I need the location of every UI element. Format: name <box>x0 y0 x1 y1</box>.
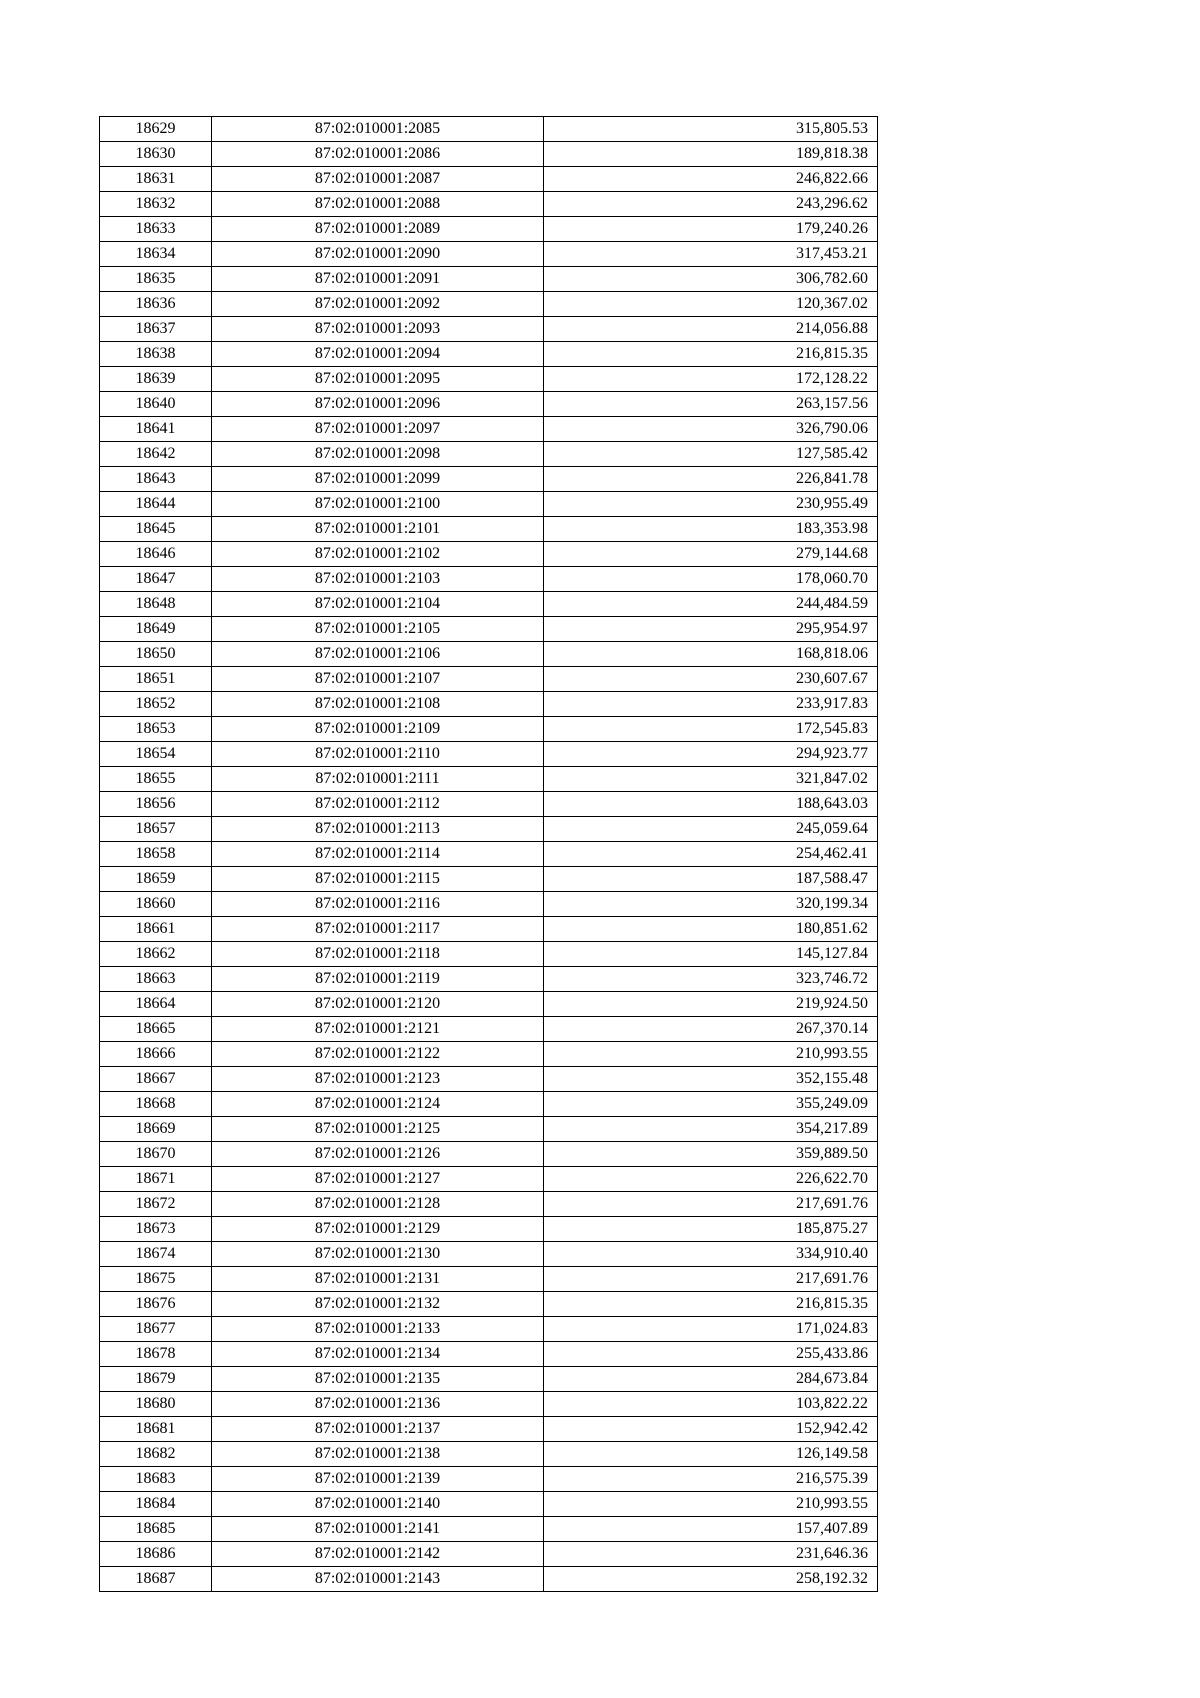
table-row <box>100 967 878 992</box>
row-number-cell: 18660 <box>100 892 212 917</box>
table-row <box>100 1067 878 1092</box>
cadastral-number-cell: 87:02:010001:2087 <box>212 167 544 192</box>
value-cell: 326,790.06 <box>544 417 878 442</box>
row-number-cell: 18664 <box>100 992 212 1017</box>
cadastral-number-cell: 87:02:010001:2085 <box>212 117 544 142</box>
value-cell: 355,249.09 <box>544 1092 878 1117</box>
cadastral-number-cell: 87:02:010001:2138 <box>212 1442 544 1467</box>
cadastral-number-cell: 87:02:010001:2112 <box>212 792 544 817</box>
row-number-cell: 18633 <box>100 217 212 242</box>
row-number-cell: 18669 <box>100 1117 212 1142</box>
table-row <box>100 1042 878 1067</box>
table-row <box>100 867 878 892</box>
cadastral-number-cell: 87:02:010001:2101 <box>212 517 544 542</box>
row-number-cell: 18636 <box>100 292 212 317</box>
cadastral-number-cell: 87:02:010001:2133 <box>212 1317 544 1342</box>
row-number-cell: 18663 <box>100 967 212 992</box>
cadastral-number-cell: 87:02:010001:2091 <box>212 267 544 292</box>
value-cell: 180,851.62 <box>544 917 878 942</box>
value-cell: 254,462.41 <box>544 842 878 867</box>
cadastral-number-cell: 87:02:010001:2102 <box>212 542 544 567</box>
row-number-cell: 18654 <box>100 742 212 767</box>
row-number-cell: 18632 <box>100 192 212 217</box>
table-row <box>100 292 878 317</box>
cadastral-number-cell: 87:02:010001:2115 <box>212 867 544 892</box>
value-cell: 263,157.56 <box>544 392 878 417</box>
value-cell: 214,056.88 <box>544 317 878 342</box>
table-row <box>100 767 878 792</box>
row-number-cell: 18650 <box>100 642 212 667</box>
row-number-cell: 18631 <box>100 167 212 192</box>
table-row <box>100 1367 878 1392</box>
table-row <box>100 342 878 367</box>
value-cell: 226,841.78 <box>544 467 878 492</box>
value-cell: 127,585.42 <box>544 442 878 467</box>
table-row <box>100 1267 878 1292</box>
cadastral-number-cell: 87:02:010001:2097 <box>212 417 544 442</box>
cadastral-number-cell: 87:02:010001:2111 <box>212 767 544 792</box>
cadastral-number-cell: 87:02:010001:2110 <box>212 742 544 767</box>
row-number-cell: 18683 <box>100 1467 212 1492</box>
row-number-cell: 18630 <box>100 142 212 167</box>
value-cell: 320,199.34 <box>544 892 878 917</box>
value-cell: 187,588.47 <box>544 867 878 892</box>
table-row <box>100 1467 878 1492</box>
table-row <box>100 417 878 442</box>
table-row <box>100 367 878 392</box>
row-number-cell: 18666 <box>100 1042 212 1067</box>
row-number-cell: 18676 <box>100 1292 212 1317</box>
table-row <box>100 617 878 642</box>
cadastral-number-cell: 87:02:010001:2116 <box>212 892 544 917</box>
row-number-cell: 18652 <box>100 692 212 717</box>
row-number-cell: 18684 <box>100 1492 212 1517</box>
table-row <box>100 692 878 717</box>
value-cell: 334,910.40 <box>544 1242 878 1267</box>
value-cell: 120,367.02 <box>544 292 878 317</box>
value-cell: 210,993.55 <box>544 1042 878 1067</box>
row-number-cell: 18675 <box>100 1267 212 1292</box>
value-cell: 258,192.32 <box>544 1567 878 1592</box>
row-number-cell: 18642 <box>100 442 212 467</box>
cadastral-number-cell: 87:02:010001:2141 <box>212 1517 544 1542</box>
table-row <box>100 317 878 342</box>
row-number-cell: 18645 <box>100 517 212 542</box>
row-number-cell: 18680 <box>100 1392 212 1417</box>
cadastral-number-cell: 87:02:010001:2126 <box>212 1142 544 1167</box>
row-number-cell: 18677 <box>100 1317 212 1342</box>
row-number-cell: 18655 <box>100 767 212 792</box>
value-cell: 179,240.26 <box>544 217 878 242</box>
table-row <box>100 1017 878 1042</box>
row-number-cell: 18640 <box>100 392 212 417</box>
cadastral-number-cell: 87:02:010001:2103 <box>212 567 544 592</box>
row-number-cell: 18658 <box>100 842 212 867</box>
value-cell: 245,059.64 <box>544 817 878 842</box>
table-row <box>100 892 878 917</box>
row-number-cell: 18646 <box>100 542 212 567</box>
value-cell: 354,217.89 <box>544 1117 878 1142</box>
table-row <box>100 1392 878 1417</box>
table-row <box>100 992 878 1017</box>
table-row <box>100 142 878 167</box>
row-number-cell: 18665 <box>100 1017 212 1042</box>
table-row <box>100 1442 878 1467</box>
row-number-cell: 18638 <box>100 342 212 367</box>
table-row <box>100 917 878 942</box>
table-row <box>100 792 878 817</box>
value-cell: 216,815.35 <box>544 1292 878 1317</box>
table-row <box>100 467 878 492</box>
cadastral-number-cell: 87:02:010001:2125 <box>212 1117 544 1142</box>
table-row <box>100 442 878 467</box>
cadastral-number-cell: 87:02:010001:2122 <box>212 1042 544 1067</box>
cadastral-number-cell: 87:02:010001:2086 <box>212 142 544 167</box>
row-number-cell: 18637 <box>100 317 212 342</box>
cadastral-number-cell: 87:02:010001:2109 <box>212 717 544 742</box>
value-cell: 317,453.21 <box>544 242 878 267</box>
cadastral-number-cell: 87:02:010001:2094 <box>212 342 544 367</box>
value-cell: 168,818.06 <box>544 642 878 667</box>
cadastral-number-cell: 87:02:010001:2098 <box>212 442 544 467</box>
row-number-cell: 18667 <box>100 1067 212 1092</box>
value-cell: 315,805.53 <box>544 117 878 142</box>
row-number-cell: 18687 <box>100 1567 212 1592</box>
value-cell: 152,942.42 <box>544 1417 878 1442</box>
value-cell: 255,433.86 <box>544 1342 878 1367</box>
cadastral-number-cell: 87:02:010001:2128 <box>212 1192 544 1217</box>
cadastral-number-cell: 87:02:010001:2104 <box>212 592 544 617</box>
value-cell: 306,782.60 <box>544 267 878 292</box>
table-body <box>100 117 878 1592</box>
cadastral-number-cell: 87:02:010001:2136 <box>212 1392 544 1417</box>
value-cell: 233,917.83 <box>544 692 878 717</box>
value-cell: 216,815.35 <box>544 342 878 367</box>
cadastral-number-cell: 87:02:010001:2093 <box>212 317 544 342</box>
table-row <box>100 1542 878 1567</box>
table-row <box>100 742 878 767</box>
table-row <box>100 1192 878 1217</box>
cadastral-number-cell: 87:02:010001:2118 <box>212 942 544 967</box>
table-row <box>100 1142 878 1167</box>
table-row <box>100 117 878 142</box>
table-row <box>100 517 878 542</box>
table-row <box>100 1092 878 1117</box>
cadastral-number-cell: 87:02:010001:2135 <box>212 1367 544 1392</box>
value-cell: 217,691.76 <box>544 1267 878 1292</box>
value-cell: 321,847.02 <box>544 767 878 792</box>
value-cell: 294,923.77 <box>544 742 878 767</box>
table-row <box>100 1217 878 1242</box>
table-row <box>100 1242 878 1267</box>
value-cell: 178,060.70 <box>544 567 878 592</box>
row-number-cell: 18635 <box>100 267 212 292</box>
cadastral-number-cell: 87:02:010001:2095 <box>212 367 544 392</box>
value-cell: 217,691.76 <box>544 1192 878 1217</box>
table-row <box>100 942 878 967</box>
value-cell: 231,646.36 <box>544 1542 878 1567</box>
table-row <box>100 267 878 292</box>
cadastral-number-cell: 87:02:010001:2132 <box>212 1292 544 1317</box>
table-row <box>100 167 878 192</box>
value-cell: 230,955.49 <box>544 492 878 517</box>
row-number-cell: 18657 <box>100 817 212 842</box>
row-number-cell: 18673 <box>100 1217 212 1242</box>
cadastral-number-cell: 87:02:010001:2119 <box>212 967 544 992</box>
value-cell: 103,822.22 <box>544 1392 878 1417</box>
cadastral-number-cell: 87:02:010001:2099 <box>212 467 544 492</box>
row-number-cell: 18651 <box>100 667 212 692</box>
value-cell: 230,607.67 <box>544 667 878 692</box>
cadastral-number-cell: 87:02:010001:2114 <box>212 842 544 867</box>
value-cell: 279,144.68 <box>544 542 878 567</box>
table-row <box>100 1317 878 1342</box>
cadastral-number-cell: 87:02:010001:2129 <box>212 1217 544 1242</box>
cadastral-number-cell: 87:02:010001:2100 <box>212 492 544 517</box>
value-cell: 126,149.58 <box>544 1442 878 1467</box>
value-cell: 216,575.39 <box>544 1467 878 1492</box>
value-cell: 323,746.72 <box>544 967 878 992</box>
row-number-cell: 18647 <box>100 567 212 592</box>
row-number-cell: 18634 <box>100 242 212 267</box>
cadastral-number-cell: 87:02:010001:2108 <box>212 692 544 717</box>
cadastral-number-cell: 87:02:010001:2089 <box>212 217 544 242</box>
cadastral-number-cell: 87:02:010001:2121 <box>212 1017 544 1042</box>
cadastral-number-cell: 87:02:010001:2127 <box>212 1167 544 1192</box>
row-number-cell: 18682 <box>100 1442 212 1467</box>
row-number-cell: 18670 <box>100 1142 212 1167</box>
value-cell: 188,643.03 <box>544 792 878 817</box>
row-number-cell: 18678 <box>100 1342 212 1367</box>
cadastral-number-cell: 87:02:010001:2139 <box>212 1467 544 1492</box>
row-number-cell: 18672 <box>100 1192 212 1217</box>
value-cell: 145,127.84 <box>544 942 878 967</box>
value-cell: 172,128.22 <box>544 367 878 392</box>
value-cell: 219,924.50 <box>544 992 878 1017</box>
value-cell: 244,484.59 <box>544 592 878 617</box>
row-number-cell: 18662 <box>100 942 212 967</box>
table-row <box>100 592 878 617</box>
cadastral-number-cell: 87:02:010001:2142 <box>212 1542 544 1567</box>
value-cell: 359,889.50 <box>544 1142 878 1167</box>
value-cell: 267,370.14 <box>544 1017 878 1042</box>
table-row <box>100 1292 878 1317</box>
cadastral-number-cell: 87:02:010001:2134 <box>212 1342 544 1367</box>
cadastral-number-cell: 87:02:010001:2113 <box>212 817 544 842</box>
table-row <box>100 192 878 217</box>
data-table <box>99 116 878 1592</box>
table-row <box>100 1167 878 1192</box>
value-cell: 157,407.89 <box>544 1517 878 1542</box>
value-cell: 185,875.27 <box>544 1217 878 1242</box>
table-row <box>100 492 878 517</box>
value-cell: 172,545.83 <box>544 717 878 742</box>
table-row <box>100 817 878 842</box>
table-row <box>100 667 878 692</box>
value-cell: 352,155.48 <box>544 1067 878 1092</box>
value-cell: 226,622.70 <box>544 1167 878 1192</box>
table-row <box>100 717 878 742</box>
cadastral-number-cell: 87:02:010001:2117 <box>212 917 544 942</box>
row-number-cell: 18653 <box>100 717 212 742</box>
table-row <box>100 217 878 242</box>
cadastral-number-cell: 87:02:010001:2143 <box>212 1567 544 1592</box>
table-row <box>100 392 878 417</box>
cadastral-number-cell: 87:02:010001:2092 <box>212 292 544 317</box>
cadastral-number-cell: 87:02:010001:2120 <box>212 992 544 1017</box>
cadastral-number-cell: 87:02:010001:2130 <box>212 1242 544 1267</box>
table-row <box>100 642 878 667</box>
value-cell: 243,296.62 <box>544 192 878 217</box>
cadastral-number-cell: 87:02:010001:2090 <box>212 242 544 267</box>
cadastral-number-cell: 87:02:010001:2123 <box>212 1067 544 1092</box>
value-cell: 183,353.98 <box>544 517 878 542</box>
row-number-cell: 18656 <box>100 792 212 817</box>
row-number-cell: 18659 <box>100 867 212 892</box>
row-number-cell: 18643 <box>100 467 212 492</box>
cadastral-number-cell: 87:02:010001:2096 <box>212 392 544 417</box>
table-row <box>100 1342 878 1367</box>
cadastral-number-cell: 87:02:010001:2137 <box>212 1417 544 1442</box>
row-number-cell: 18661 <box>100 917 212 942</box>
table-row <box>100 1517 878 1542</box>
row-number-cell: 18685 <box>100 1517 212 1542</box>
value-cell: 246,822.66 <box>544 167 878 192</box>
table-row <box>100 1417 878 1442</box>
cadastral-number-cell: 87:02:010001:2124 <box>212 1092 544 1117</box>
cadastral-number-cell: 87:02:010001:2131 <box>212 1267 544 1292</box>
table-row <box>100 542 878 567</box>
table-row <box>100 842 878 867</box>
cadastral-number-cell: 87:02:010001:2106 <box>212 642 544 667</box>
cadastral-number-cell: 87:02:010001:2107 <box>212 667 544 692</box>
row-number-cell: 18648 <box>100 592 212 617</box>
row-number-cell: 18639 <box>100 367 212 392</box>
row-number-cell: 18629 <box>100 117 212 142</box>
row-number-cell: 18668 <box>100 1092 212 1117</box>
row-number-cell: 18679 <box>100 1367 212 1392</box>
row-number-cell: 18671 <box>100 1167 212 1192</box>
table-row <box>100 1117 878 1142</box>
cadastral-number-cell: 87:02:010001:2140 <box>212 1492 544 1517</box>
value-cell: 171,024.83 <box>544 1317 878 1342</box>
table-row <box>100 242 878 267</box>
row-number-cell: 18644 <box>100 492 212 517</box>
value-cell: 189,818.38 <box>544 142 878 167</box>
table-row <box>100 1492 878 1517</box>
table-row <box>100 567 878 592</box>
cadastral-number-cell: 87:02:010001:2105 <box>212 617 544 642</box>
value-cell: 295,954.97 <box>544 617 878 642</box>
row-number-cell: 18641 <box>100 417 212 442</box>
value-cell: 284,673.84 <box>544 1367 878 1392</box>
cadastral-number-cell: 87:02:010001:2088 <box>212 192 544 217</box>
table-row <box>100 1567 878 1592</box>
row-number-cell: 18674 <box>100 1242 212 1267</box>
row-number-cell: 18686 <box>100 1542 212 1567</box>
row-number-cell: 18681 <box>100 1417 212 1442</box>
row-number-cell: 18649 <box>100 617 212 642</box>
value-cell: 210,993.55 <box>544 1492 878 1517</box>
